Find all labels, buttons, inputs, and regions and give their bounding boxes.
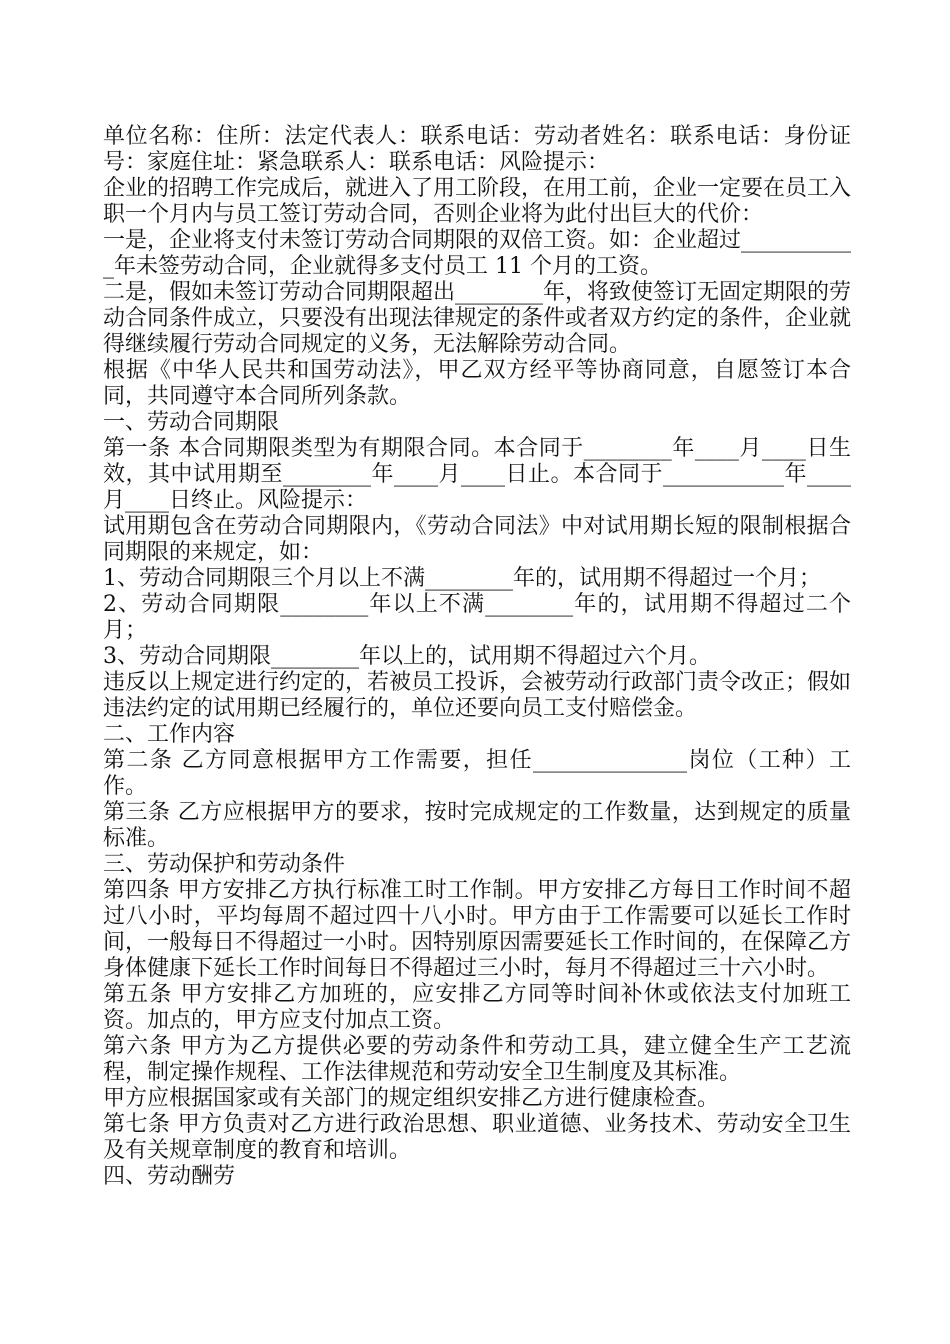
section-heading-term: 一、劳动合同期限 (103, 410, 280, 435)
article-4: 第四条 甲方安排乙方执行标准工时工作制。甲方安排乙方每日工作时间不超过八小时，平均每周不超过四十八小时。甲方由于工作需要可以延长工作时间，一般每日不得超过一小时。因特别原因需要延长工作时间的，在保障乙方身体健康下延长工作时间每日不得超过三小时，每月不得超过三十六小时。 (103, 878, 852, 981)
probation-rule-1: 1、劳动合同期限三个月以上不满________年的，试用期不得超过一个月； (103, 566, 821, 591)
article-1: 第一条 本合同期限类型为有期限合同。本合同于________年____月____日生效，其中试用期至________年____月____日止。本合同于___________年____月____日终止。风险提示： (103, 436, 851, 513)
section-heading-work: 二、工作内容 (103, 722, 236, 747)
section-heading-pay: 四、劳动酬劳 (103, 1164, 236, 1189)
risk-point-two: 二是，假如未签订劳动合同期限超出________年，将致使签订无固定期限的劳动合同条件成立，只要没有出现法律规定的条件或者双方约定的条件，企业就得继续履行劳动合同规定的义务，无法解除劳动合同。 (103, 280, 852, 357)
risk-point-one: 一是，企业将支付未签订劳动合同期限的双倍工资。如：企业超过___________年未签劳动合同，企业就得多支付员工 11 个月的工资。 (103, 228, 852, 279)
contract-header-fields: 单位名称：住所：法定代表人：联系电话：劳动者姓名：联系电话：身份证号：家庭住址：紧急联系人：联系电话：风险提示： (103, 124, 851, 175)
article-6: 第六条 甲方为乙方提供必要的劳动条件和劳动工具，建立健全生产工艺流程，制定操作规程、工作法律规范和劳动安全卫生制度及其标准。 (103, 1034, 851, 1085)
risk-intro-paragraph: 企业的招聘工作完成后，就进入了用工阶段，在用工前，企业一定要在员工入职一个月内与员工签订劳动合同，否则企业将为此付出巨大的代价： (103, 176, 852, 227)
probation-rule-2: 2、劳动合同期限________年以上不满________年的，试用期不得超过二个月； (103, 592, 851, 643)
document-page (103, 124, 851, 1190)
article-7: 第七条 甲方负责对乙方进行政治思想、职业道德、业务技术、劳动安全卫生及有关规章制度的教育和培训。 (103, 1112, 851, 1163)
probation-note: 试用期包含在劳动合同期限内，《劳动合同法》中对试用期长短的限制根据合同期限的来规定，如： (103, 514, 851, 565)
violation-note: 违反以上规定进行约定的，若被员工投诉，会被劳动行政部门责令改正；假如违法约定的试用期已经履行的，单位还要向员工支付赔偿金。 (103, 670, 852, 721)
article-3: 第三条 乙方应根据甲方的要求，按时完成规定的工作数量，达到规定的质量标准。 (103, 800, 851, 851)
health-check-paragraph: 甲方应根据国家或有关部门的规定组织安排乙方进行健康检查。 (103, 1086, 720, 1111)
legal-basis-paragraph: 根据《中华人民共和国劳动法》，甲乙双方经平等协商同意，自愿签订本合同，共同遵守本合同所列条款。 (103, 358, 851, 409)
probation-rule-3: 3、劳动合同期限________年以上的，试用期不得超过六个月。 (103, 644, 711, 669)
article-5: 第五条 甲方安排乙方加班的，应安排乙方同等时间补休或依法支付加班工资。加点的，甲方应支付加点工资。 (103, 982, 851, 1033)
article-2: 第二条 乙方同意根据甲方工作需要，担任______________岗位（工种）工作。 (103, 748, 851, 799)
section-heading-protection: 三、劳动保护和劳动条件 (103, 852, 346, 877)
